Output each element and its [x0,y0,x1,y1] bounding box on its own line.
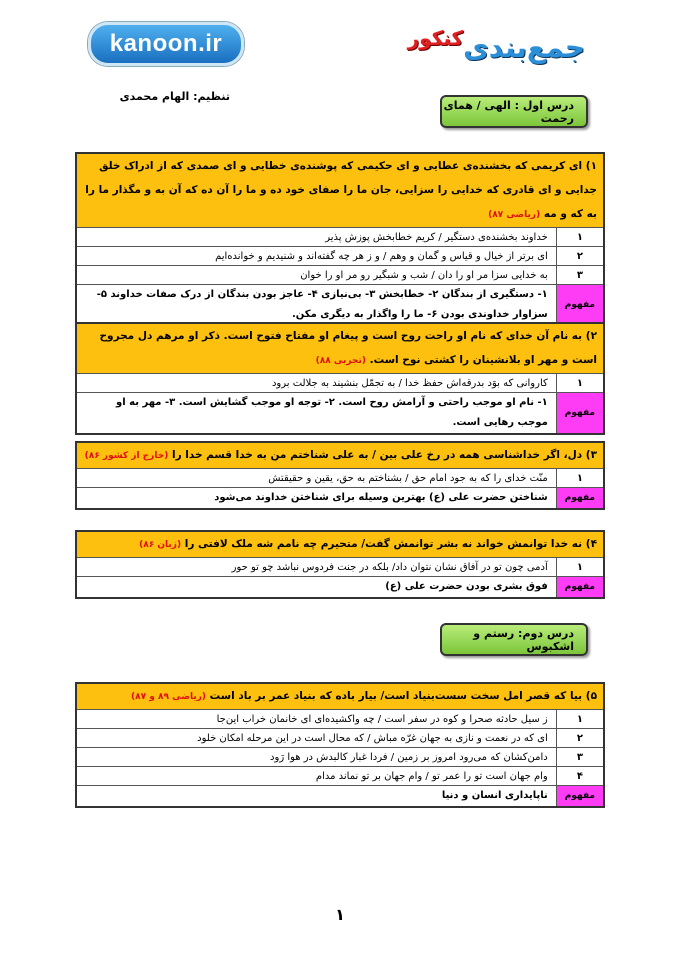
verse-text: به خدایی سزا مر او را دان / شب و شبگیر رو مر او را خوان [76,266,556,285]
verse-number: ۴ [556,767,604,786]
verse-row [76,748,604,767]
brand-title [375,20,585,64]
verse-row [76,469,604,488]
verse-text: آدمی چون تو در آفاق نشان نتوان داد/ بلکه در جنت فردوس نباشد چو تو حور [76,558,556,577]
concept-label: مفهوم [556,393,604,435]
brand-part2: کنکور [407,26,464,50]
verse-row [76,767,604,786]
verse-row [76,558,604,577]
verse-number: ۱ [556,558,604,577]
verse-number: ۱ [556,469,604,488]
verse-row [76,729,604,748]
question-table-5 [75,682,605,808]
question-body: ۳) دل، اگر خداشناسی همه در رخ علی بین / به علی شناختم من به خدا قسم خدا را [171,449,597,461]
concept-text: ۱- دستگیری از بندگان ۲- خطابخش ۳- بی‌نیازی ۴- عاجز بودن بندگان از درک صفات خداوند ۵- سزاوار خداوندی بودن ۶- ما را واگذار به دیگری مکن. [76,285,556,327]
verse-row [76,247,604,266]
concept-row [76,786,604,808]
question-table-3 [75,441,605,510]
question-table-4 [75,530,605,599]
concept-row [76,488,604,510]
verse-row [76,710,604,729]
exam-source: (خارج از کشور ۸۶) [84,451,169,461]
verse-number: ۲ [556,729,604,748]
question-table-1 [75,152,605,327]
verse-number: ۳ [556,266,604,285]
verse-text: دامن‌کشان که می‌رود امروز بر زمین / فردا غبار کالبدش در هوا رَود [76,748,556,767]
question-body: ۴) نه خدا توانمش خواند نه بشر توانمش گفت/ متحیرم چه نامم شه ملک لافتی را [184,538,597,550]
verse-row [76,374,604,393]
question-body: ۲) به نام آن خدای که نام او راحت روح است و پیغام او مفتاح فتوح است. ذکر او مرهم دل مجروح است و مهر او بلانشینان را کشتی نوح است. [99,330,597,366]
verse-text: خداوند بخشنده‌ی دستگیر / کریم خطابخش پوزش پذیر [76,228,556,247]
kanoon-logo: kanoon.ir [88,22,244,66]
verse-number: ۳ [556,748,604,767]
verse-text: ای که در نعمت و نازی به جهان غرّه مباش / که محال است در این مرحله امکان خلود [76,729,556,748]
verse-text: ای برتر از خیال و قیاس و گمان و وهم / و ز هر چه گفته‌اند و شنیدیم و خوانده‌ایم [76,247,556,266]
verse-number: ۲ [556,247,604,266]
verse-text: کاروانی که بوَد بدرقه‌اش حفظ خدا / به تجمّل بنشیند به جلالت برود [76,374,556,393]
exam-source: (تجربی ۸۸) [315,356,366,366]
exam-source: (ریاضی ۸۷) [488,210,541,220]
question-body: ۵) بیا که قصر امل سخت سست‌بنیاد است/ بیار باده که بنیاد عمر بر باد است [209,690,597,702]
concept-label: مفهوم [556,285,604,327]
verse-row [76,228,604,247]
concept-label: مفهوم [556,786,604,808]
verse-number: ۱ [556,710,604,729]
concept-row [76,393,604,435]
verse-text: ز سیل حادثه صحرا و کوه در سفر است / چه واکشیده‌ای ای خانمان خراب این‌جا [76,710,556,729]
brand-part1: جمع‌بندی [463,31,585,64]
concept-row [76,285,604,327]
verse-text: منّت خدای را که به جود امام حق / بشناختم به حق، یقین و حقیقتش [76,469,556,488]
question-body: ۱) ای کریمی که بخشنده‌ی عطایی و ای حکیمی که پوشنده‌ی خطایی و ای صمدی که از ادراک خلق جدایی و ای قادری که خدایی را سزایی، جان ما را صفای خود ده و ما را آن ده که آن به و مگذار ما را به که و مه [85,160,597,220]
lesson-1-title: درس اول : الهی / همای رحمت [440,95,588,128]
exam-source: (زبان ۸۶) [139,540,182,550]
exam-source: (ریاضی ۸۹ و ۸۷) [131,692,207,702]
author-credit: تنظیم: الهام محمدی [119,90,230,103]
concept-label: مفهوم [556,577,604,599]
question-table-2 [75,322,605,435]
concept-text: ناپایداری انسان و دنیا [76,786,556,808]
question-text [76,442,604,469]
question-text [76,683,604,710]
concept-text: شناختن حضرت علی (ع) بهترین وسیله برای شناختن خداوند می‌شود [76,488,556,510]
verse-number: ۱ [556,374,604,393]
concept-label: مفهوم [556,488,604,510]
concept-row [76,577,604,599]
verse-text: وام جهان است تو را عمر تو / وام جهان بر تو نماند مدام [76,767,556,786]
lesson-2-title: درس دوم: رستم و اشکبوس [440,623,588,656]
question-text [76,153,604,228]
verse-row [76,266,604,285]
concept-text: فوق بشری بودن حضرت علی (ع) [76,577,556,599]
concept-text: ۱- نام او موجب راحتی و آرامش روح است. ۲- توجه او موجب گشایش است. ۳- مهر به او موجب رهایی است. [76,393,556,435]
page-number: ۱ [335,905,345,924]
question-text [76,531,604,558]
verse-number: ۱ [556,228,604,247]
question-text [76,323,604,374]
